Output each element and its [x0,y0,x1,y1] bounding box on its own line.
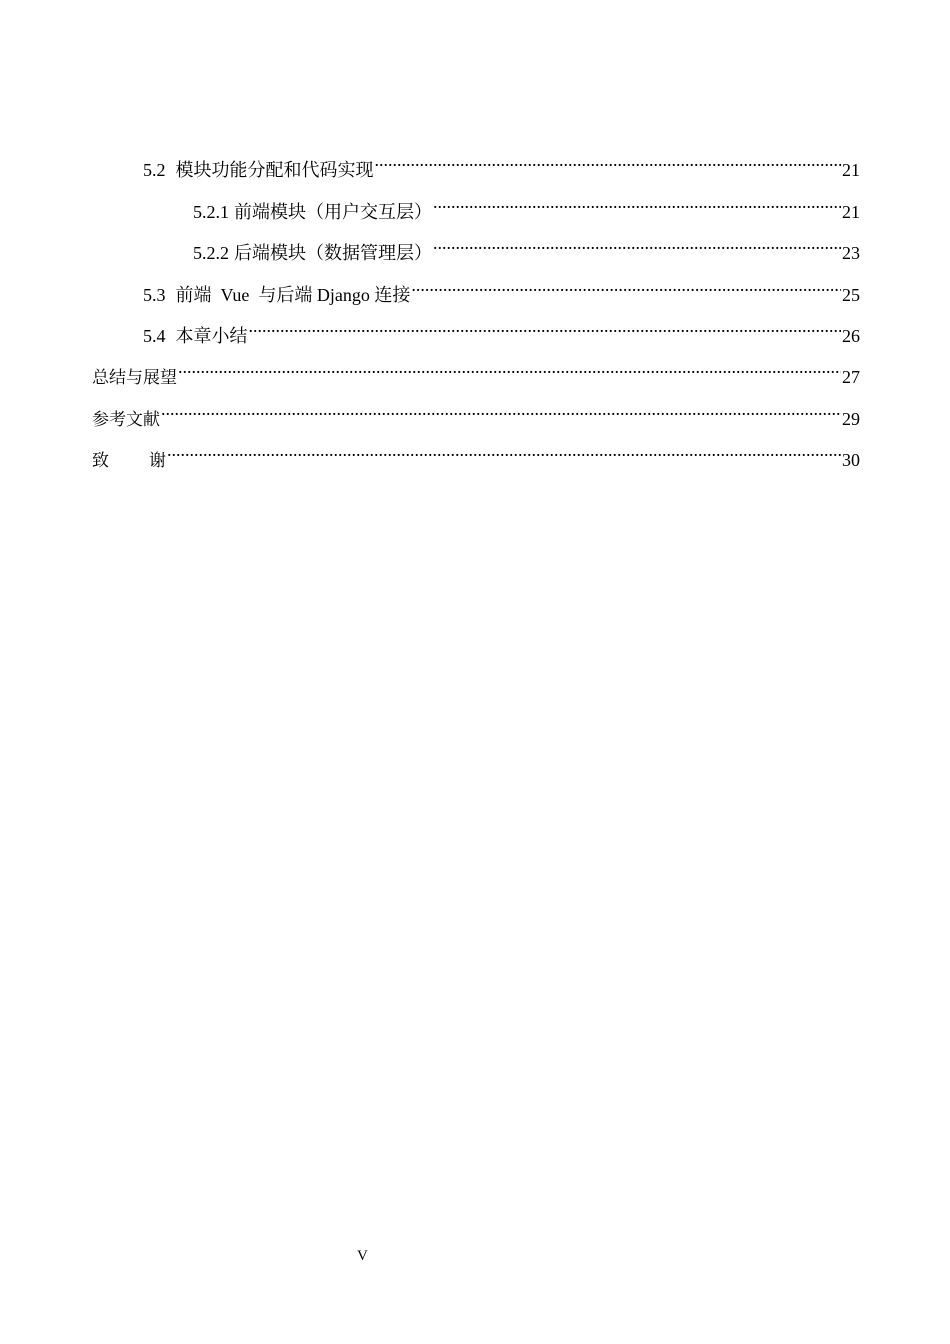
toc-entry-number: 5.3 [143,285,166,305]
toc-dot-leader [433,188,841,218]
toc-entry-5-2[interactable] [143,146,860,180]
toc-entry-number: 5.2.1 [193,202,229,222]
toc-entry-summary[interactable] [92,353,860,388]
toc-entry-title-part-a: 致 [92,451,109,471]
toc-entry-acknowledgements[interactable] [92,436,860,471]
toc-entry-title: 本章小结 [175,326,248,346]
toc-dot-leader [433,229,841,259]
toc-entry-title: 后端模块（数据管理层） [234,243,432,263]
toc-entry-title: 参考文献 [92,410,160,430]
toc-entry-page: 25 [842,285,860,305]
toc-entry-number: 5.2 [143,160,166,180]
toc-dot-leader [249,312,842,342]
toc-entry-title [92,446,166,476]
toc-entry-page: 27 [842,367,860,387]
toc-entry-number: 5.4 [143,326,166,346]
toc-entry-5-4[interactable] [143,312,860,346]
toc-entry-page: 30 [842,450,860,470]
toc-entry-5-2-2[interactable] [193,229,860,263]
toc-entry-page: 21 [842,160,860,180]
toc-dot-leader [178,353,841,383]
toc-entry-5-3[interactable] [143,271,860,305]
toc-dot-leader [167,436,841,466]
toc-dot-leader [161,395,841,425]
toc-dot-leader [411,271,841,301]
toc-entry-page: 29 [842,409,860,429]
toc-entry-page: 21 [842,202,860,222]
toc-entry-page: 26 [842,326,860,346]
toc-entry-title: 总结与展望 [92,368,177,388]
toc-dot-leader [375,146,842,176]
toc-entry-number: 5.2.2 [193,243,229,263]
toc-entry-title: 前端 Vue 与后端 Django 连接 [175,285,411,305]
toc-entry-title: 模块功能分配和代码实现 [175,160,374,180]
toc-entry-references[interactable] [92,395,860,430]
toc-entry-title-part-b: 谢 [149,451,166,471]
toc-entry-5-2-1[interactable] [193,188,860,222]
toc-entry-title: 前端模块（用户交互层） [234,202,432,222]
page-number: V [357,1248,368,1264]
toc-entry-page: 23 [842,243,860,263]
